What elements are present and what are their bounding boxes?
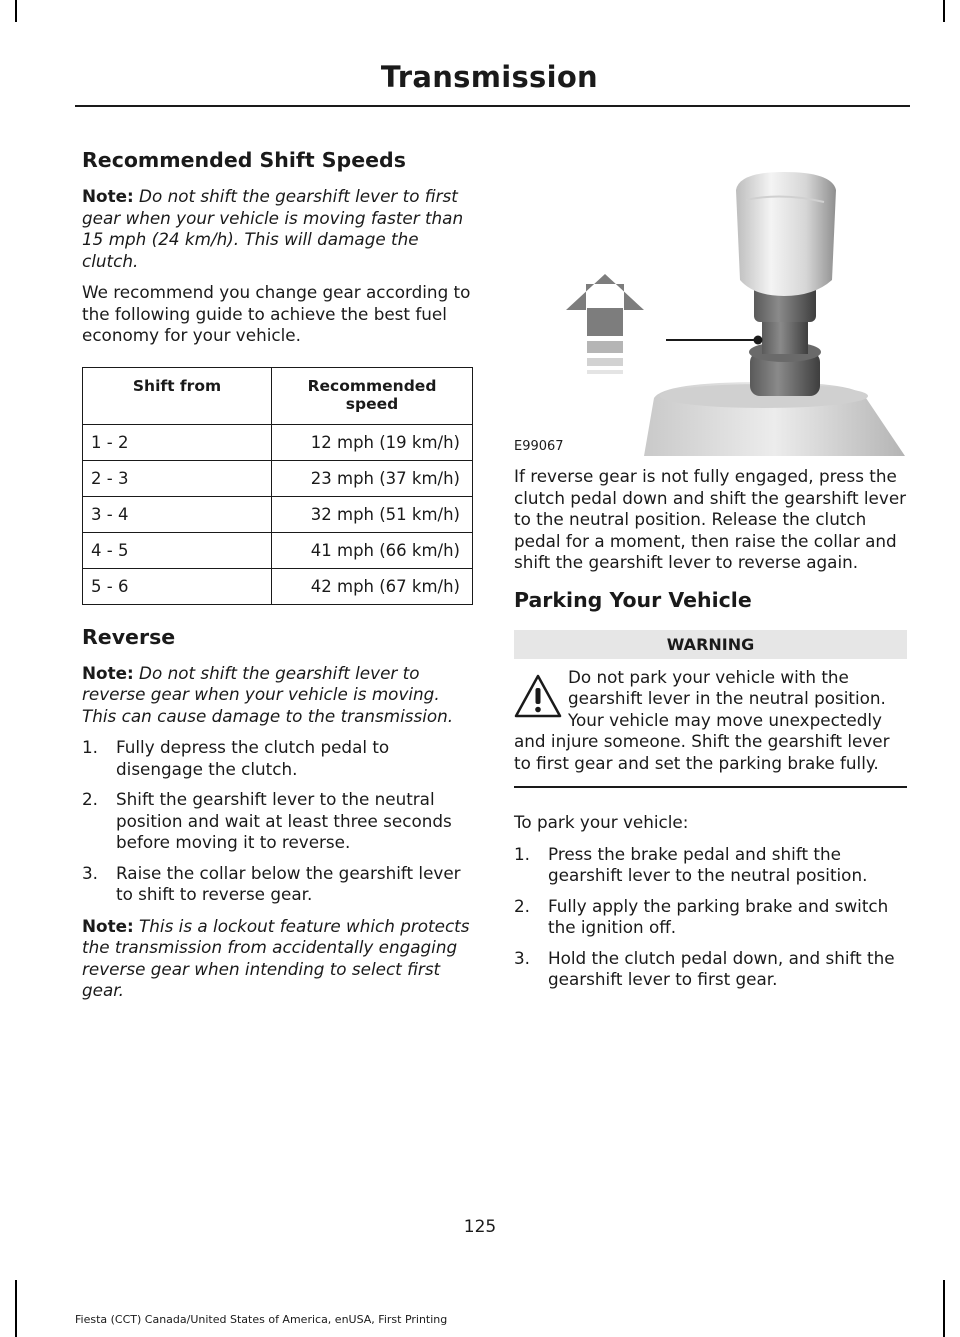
park-intro: To park your vehicle: <box>514 812 689 832</box>
cell-shift-from: 1 - 2 <box>83 424 272 460</box>
table-row <box>83 424 473 460</box>
note-shift-first-gear <box>82 186 475 272</box>
cell-speed: 41 mph (66 km/h) <box>272 532 473 568</box>
note-text: This is a lockout feature which protects the transmission from accidentally engaging reverse gear when intending to select first gear. <box>82 915 470 1000</box>
gearshift-knob-illustration <box>514 170 905 456</box>
step-number: 3. <box>514 947 531 968</box>
warning-text: Do not park your vehicle with the gearshift lever in the neutral position. Your vehicle may move unexpectedly and injure someone. Shift the gearshift lever to first gear and set the parking brake fully. <box>514 666 890 773</box>
figure-id: E99067 <box>514 439 564 454</box>
page-title: Transmission <box>380 60 598 94</box>
column-header-recommended-speed: Recommended speed <box>272 367 473 424</box>
list-item <box>82 789 475 854</box>
gearshift-figure <box>514 170 905 456</box>
list-item <box>514 948 907 991</box>
note-label: Note: <box>82 662 134 683</box>
column-header-shift-from: Shift from <box>83 367 272 424</box>
step-text: Shift the gearshift lever to the neutral position and wait at least three seconds before moving it to reverse. <box>116 789 452 852</box>
list-item <box>514 844 907 887</box>
list-item <box>82 863 475 906</box>
table-row <box>83 496 473 532</box>
section-title-reverse: Reverse <box>82 624 176 649</box>
cell-shift-from: 5 - 6 <box>83 568 272 604</box>
note-text: Do not shift the gearshift lever to reverse gear when your vehicle is moving. This can cause damage to the transmission. <box>82 662 454 726</box>
table-row <box>83 568 473 604</box>
step-number: 2. <box>514 895 531 916</box>
note-label: Note: <box>82 186 134 206</box>
cell-shift-from: 2 - 3 <box>83 460 272 496</box>
crop-mark-top-left <box>15 0 17 22</box>
step-text: Press the brake pedal and shift the gearshift lever to the neutral position. <box>548 843 868 885</box>
step-number: 1. <box>514 843 531 864</box>
crop-mark-bottom-right <box>943 1280 945 1337</box>
list-item <box>82 737 475 780</box>
step-text: Fully apply the parking brake and switch the ignition off. <box>548 895 889 937</box>
crop-mark-bottom-left <box>15 1280 17 1337</box>
footer-edition: Fiesta (CCT) Canada/United States of America, enUSA, First Printing <box>75 1313 448 1326</box>
step-number: 2. <box>82 789 99 809</box>
reverse-not-engaged-paragraph: If reverse gear is not fully engaged, press the clutch pedal down and shift the gearshift lever to the neutral position. Release the clutch pedal for a moment, then raise the collar and shift the gearshift lever to reverse again. <box>514 466 907 572</box>
reverse-steps-list <box>82 737 475 906</box>
note-reverse-moving <box>82 663 475 728</box>
step-number: 1. <box>82 737 99 757</box>
shift-intro-paragraph: We recommend you change gear according to the following guide to achieve the best fuel economy for your vehicle. <box>82 282 471 345</box>
shift-speed-table <box>82 367 473 605</box>
cell-shift-from: 3 - 4 <box>83 496 272 532</box>
note-label: Note: <box>82 915 134 936</box>
warning-triangle-icon <box>514 673 562 719</box>
cell-speed: 42 mph (67 km/h) <box>272 568 473 604</box>
header-divider <box>75 105 910 107</box>
table-header-row <box>83 367 473 424</box>
left-column <box>82 140 475 1012</box>
section-title-parking: Parking Your Vehicle <box>514 587 752 612</box>
crop-mark-top-right <box>943 0 945 22</box>
list-item <box>514 896 907 939</box>
warning-body <box>514 659 907 789</box>
note-text: Do not shift the gearshift lever to first gear when your vehicle is moving faster than 15 mph (24 km/h). This will damage the clutch. <box>82 186 464 271</box>
note-lockout <box>82 916 475 1002</box>
page-number: 125 <box>463 1217 497 1237</box>
cell-speed: 12 mph (19 km/h) <box>272 424 473 460</box>
right-column <box>514 170 907 1001</box>
warning-box <box>514 630 907 789</box>
table-row <box>83 532 473 568</box>
warning-label: WARNING <box>514 630 907 659</box>
step-text: Raise the collar below the gearshift lever to shift to reverse gear. <box>116 862 461 904</box>
table-row <box>83 460 473 496</box>
step-text: Hold the clutch pedal down, and shift the gearshift lever to first gear. <box>548 947 895 989</box>
section-title-shift-speeds: Recommended Shift Speeds <box>82 148 406 172</box>
step-text: Fully depress the clutch pedal to disengage the clutch. <box>116 737 390 779</box>
step-number: 3. <box>82 862 99 883</box>
parking-steps-list <box>514 844 907 991</box>
cell-shift-from: 4 - 5 <box>83 532 272 568</box>
cell-speed: 32 mph (51 km/h) <box>272 496 473 532</box>
cell-speed: 23 mph (37 km/h) <box>272 460 473 496</box>
